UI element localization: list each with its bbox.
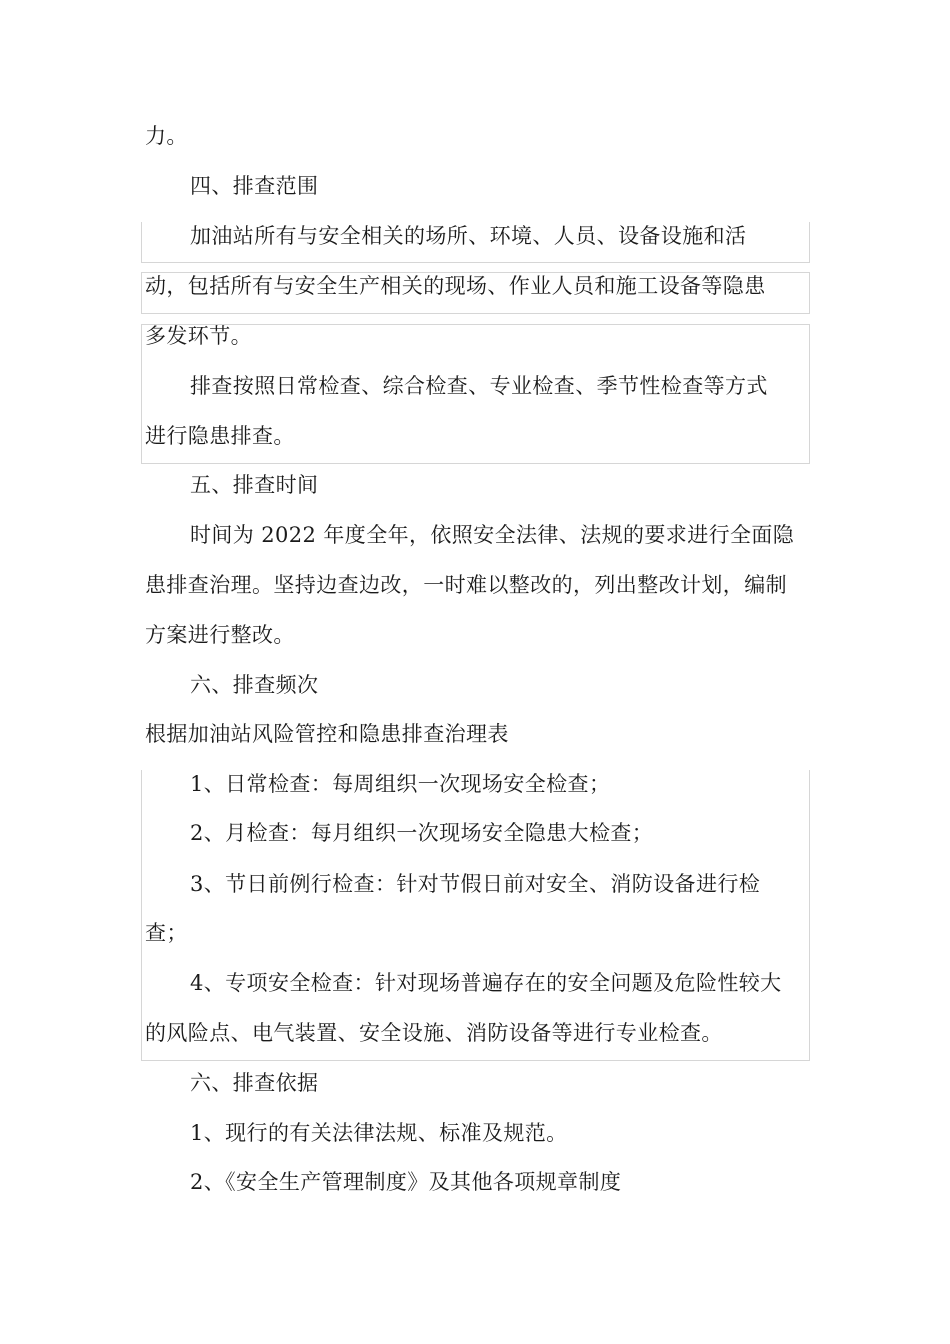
- list-item-monthly-check: 2、月检查：每月组织一次现场安全隐患大检查；: [190, 821, 654, 845]
- list-item-special-check-cont: 的风险点、电气装置、安全设施、消防设备等进行专业检查。: [145, 1021, 723, 1045]
- list-item-holiday-check: 3、节日前例行检查：针对节假日前对安全、消防设备进行检: [190, 872, 761, 896]
- section-heading-time: 五、排查时间: [190, 473, 319, 497]
- paragraph-line: 加油站所有与安全相关的场所、环境、人员、设备设施和活: [190, 224, 747, 248]
- list-item-laws: 1、现行的有关法律法规、标准及规范。: [190, 1121, 568, 1145]
- section-heading-frequency: 六、排查频次: [190, 673, 319, 697]
- paragraph-line: 患排查治理。坚持边查边改，一时难以整改的，列出整改计划，编制: [145, 573, 787, 597]
- paragraph-line: 根据加油站风险管控和隐患排查治理表: [145, 722, 509, 746]
- list-item-special-check: 4、专项安全检查：针对现场普遍存在的安全问题及危险性较大: [190, 971, 782, 995]
- list-item-daily-check: 1、日常检查：每周组织一次现场安全检查；: [190, 772, 611, 796]
- list-item-regulations: 2、《安全生产管理制度》及其他各项规章制度: [190, 1170, 622, 1194]
- paragraph-continuation: 力。: [145, 124, 188, 148]
- paragraph-line: 方案进行整改。: [145, 623, 295, 647]
- section-heading-basis: 六、排查依据: [190, 1071, 319, 1095]
- paragraph-line: 进行隐患排查。: [145, 424, 295, 448]
- paragraph-line: 排查按照日常检查、综合检查、专业检查、季节性检查等方式: [190, 374, 768, 398]
- paragraph-line: 动，包括所有与安全生产相关的现场、作业人员和施工设备等隐患: [145, 274, 766, 298]
- paragraph-line: 时间为 2022 年度全年，依照安全法律、法规的要求进行全面隐: [190, 523, 795, 547]
- paragraph-line: 多发环节。: [145, 324, 252, 348]
- list-item-holiday-check-cont: 查；: [145, 921, 188, 945]
- section-heading-scope: 四、排查范围: [190, 174, 319, 198]
